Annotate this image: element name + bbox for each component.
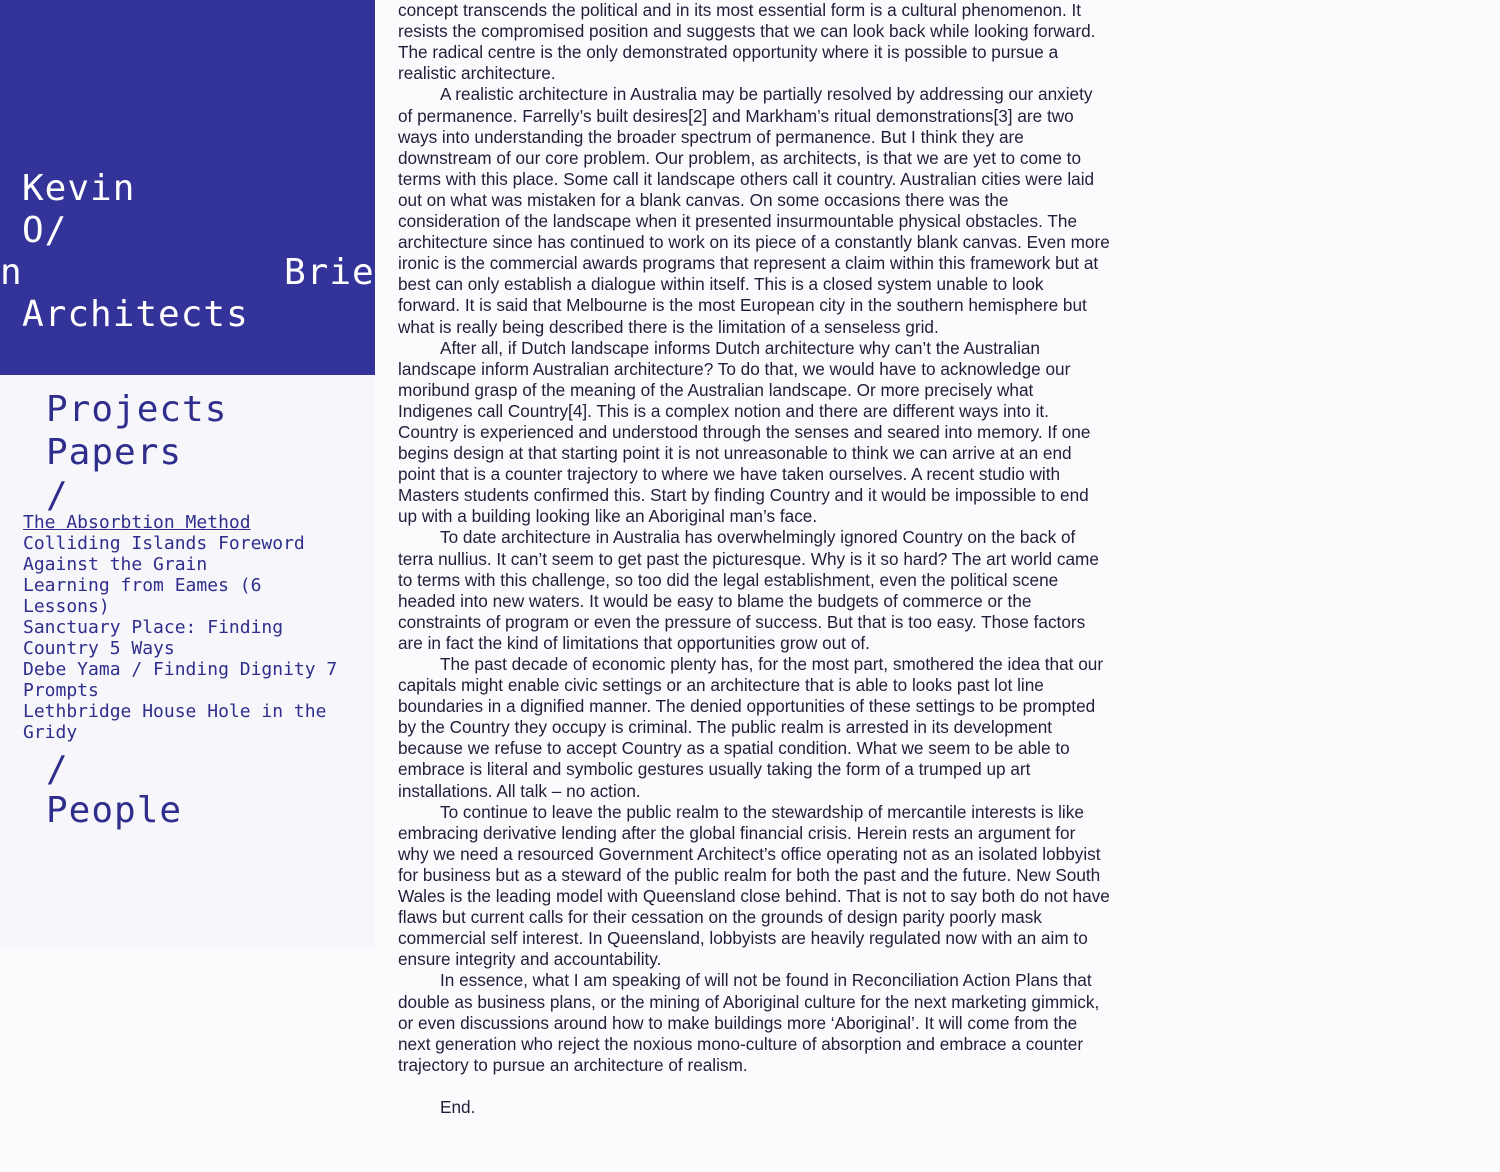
logo-word-kevin[interactable]: Kevin — [22, 168, 136, 209]
article-paragraph: concept transcends the political and in its most essential form is a cultural phenomenon. It resists the compromised position and suggests that we can look back while looking forward. The radical centre is the only demonstrated opportunity where it is possible to pursue a realistic architecture. — [398, 0, 1096, 84]
nav-separator-top: / — [46, 475, 69, 516]
logo-word-brie[interactable]: Brie — [284, 252, 375, 293]
article-closing: End. — [440, 1096, 476, 1117]
paper-link-sanctuary-place[interactable]: Sanctuary Place: Finding Country 5 Ways — [23, 617, 284, 659]
logo-word-n[interactable]: n — [0, 252, 23, 293]
paper-link-lethbridge-house[interactable]: Lethbridge House Hole in the Gridy — [23, 701, 327, 743]
paper-link-absorbtion-method[interactable]: The Absorbtion Method — [23, 512, 251, 533]
article-paragraph: In essence, what I am speaking of will not be found in Reconciliation Action Plans that double as business plans, or the mining of Aboriginal culture for the next marketing gimmick, or even discussions around how to make buildings more ‘Aboriginal’. It will come from the next generation who reject the noxious mono-culture of absorption and embrace a counter trajectory to pursue an architecture of realism. — [398, 970, 1100, 1075]
article-paragraph: After all, if Dutch landscape informs Dutch architecture why can’t the Australian landscape inform Australian architecture? To do that, we would have to acknowledge our moribund grasp of the meaning of the Australian landscape. Or more precisely what Indigenes call Country[4]. This is a complex notion and there are different ways into it. Country is experienced and understood through the senses and seared into memory. If one begins design at that starting point it is not unreasonable to think we can arrive at an end point that is a counter trajectory to where we have taken ourselves. A recent studio with Masters students confirmed this. Start by finding Country and it would be impossible to end up with a building looking like an Aboriginal man’s face. — [398, 337, 1091, 527]
article-paragraph: To date architecture in Australia has overwhelmingly ignored Country on the back of terra nullius. It can’t seem to get past the picturesque. Why is it so hard? The art world came to terms with this challenge, so too did the legal establishment, even the political scene headed into new waters. It would be easy to blame the budgets of commerce or the constraints of program or even the pressure of success. But that is too easy. Those factors are in fact the kind of limitations that opportunities grow out of. — [398, 527, 1099, 653]
paper-link-learning-from-eames[interactable]: Learning from Eames (6 Lessons) — [23, 575, 262, 617]
paper-link-debe-yama[interactable]: Debe Yama / Finding Dignity 7 Prompts — [23, 659, 338, 701]
paper-article — [398, 0, 1110, 1118]
papers-list — [23, 512, 353, 743]
logo-word-architects[interactable]: Architects — [22, 294, 249, 335]
article-paragraph: A realistic architecture in Australia may be partially resolved by addressing our anxiety of permanence. Farrelly’s built desires[2] and Markham’s ritual demonstrations[3] are two ways into understanding the broader spectrum of permanence. But I think they are downstream of our core problem. Our problem, as architects, is that we are yet to come to terms with this place. Some call it landscape others call it country. Australian cities were laid out on what was mistaken for a blank canvas. On some occasions there was the consideration of the landscape when it presented insurmountable physical obstacles. The architecture since has continued to work on its piece of a constantly blank canvas. Even more ironic is the commercial awards programs that represent a claim within this framework but at best can only establish a dialogue within itself. This is a closed system unable to look forward. It is said that Melbourne is the most European city in the southern hemisphere but what is really being described there is the limitation of a senseless grid. — [398, 84, 1110, 337]
nav-papers-link[interactable]: Papers — [46, 432, 183, 473]
paper-link-colliding-islands[interactable]: Colliding Islands Foreword — [23, 533, 305, 554]
nav-projects-link[interactable]: Projects — [46, 389, 228, 430]
nav-separator-bottom: / — [46, 749, 69, 790]
article-paragraph: To continue to leave the public realm to the stewardship of mercantile interests is like embracing derivative lending after the global financial crisis. Herein rests an argument for why we need a resourced Government Architect’s office operating not as an isolated lobbyist for business but as a steward of the public realm for both the past and the future. New South Wales is the leading model with Queensland close behind. That is not to say both do not have flaws but current calls for their cessation on the grounds of design parity poorly mask commercial self interest. In Queensland, lobbyists are heavily regulated now with an aim to ensure integrity and accountability. — [398, 801, 1110, 970]
site-header — [0, 0, 375, 375]
paper-link-against-the-grain[interactable]: Against the Grain — [23, 554, 208, 575]
article-paragraph: The past decade of economic plenty has, for the most part, smothered the idea that our capitals might enable civic settings or an architecture that is able to looks past lot line boundaries in a dignified manner. The denied opportunities of these settings to be prompted by the Country they occupy is criminal. The public realm is arrested in its development because we refuse to accept Country as a spatial condition. What we seem to be able to embrace is literal and symbolic gestures usually taking the form of a trumped up art installations. All talk – no action. — [398, 654, 1104, 801]
nav-people-link[interactable]: People — [46, 790, 183, 831]
logo-word-o[interactable]: O/ — [22, 210, 68, 251]
